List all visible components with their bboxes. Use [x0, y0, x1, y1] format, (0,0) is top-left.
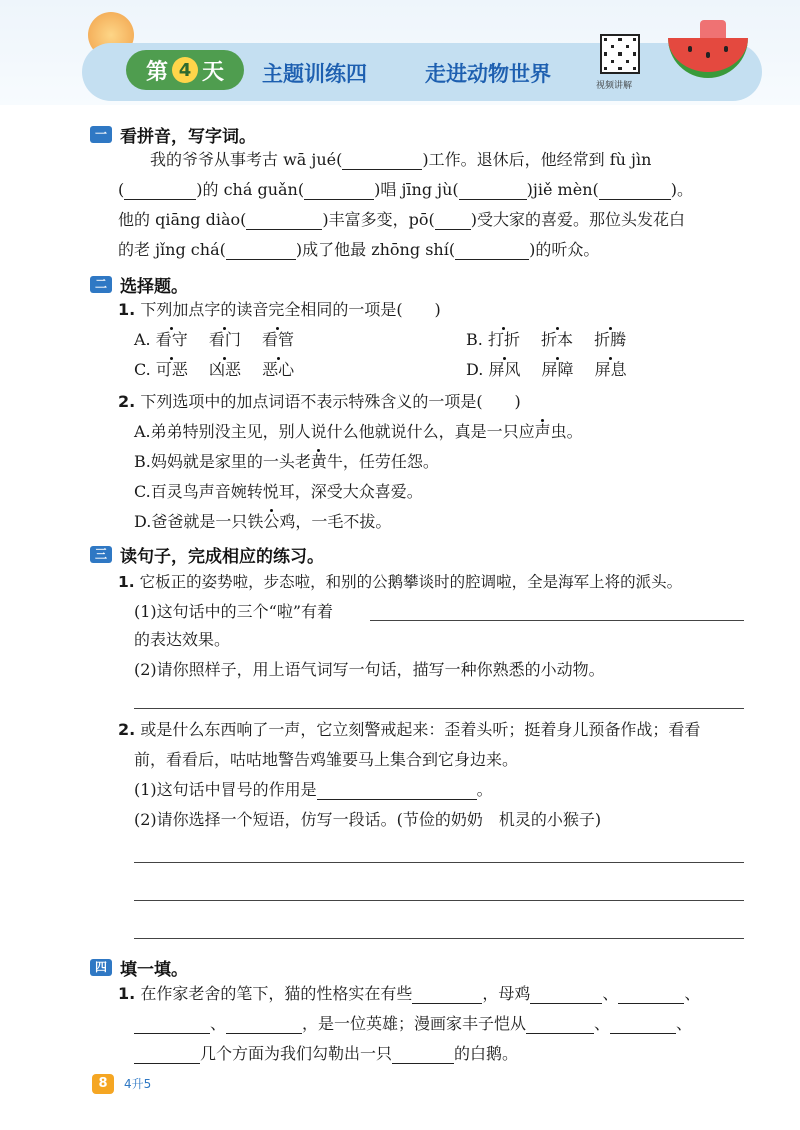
day-badge [126, 50, 244, 90]
page-number: 8 [92, 1074, 114, 1094]
section-3-heading [90, 542, 324, 567]
answer-blank[interactable] [226, 1016, 302, 1034]
s1-line-3: 他的 qiāng diào( )丰富多变，pō( )受大家的喜爱。那位头发花白 [118, 210, 686, 229]
answer-line[interactable] [134, 900, 744, 901]
section-4-heading [90, 955, 188, 980]
header-banner [0, 0, 800, 105]
answer-blank[interactable] [124, 182, 196, 200]
answer-blank[interactable] [317, 782, 477, 800]
answer-blank[interactable] [455, 242, 529, 260]
answer-blank[interactable] [610, 1016, 676, 1034]
s4-q1-line-2: 、 ，是一位英雄；漫画家丰子恺从 、 、 [134, 1014, 692, 1034]
answer-blank[interactable] [526, 1016, 594, 1034]
s2-q2-option-c[interactable]: C.百灵鸟声音婉转悦耳，深受大众喜爱。 [134, 482, 423, 501]
answer-blank[interactable] [226, 242, 296, 260]
answer-line[interactable] [134, 708, 744, 709]
s2-q1-option-d[interactable]: D. 屏风 屏障 屏息 [466, 360, 627, 379]
section-3-title: 读句子，完成相应的练习。 [120, 547, 324, 567]
qr-label: 视频讲解 [596, 81, 633, 91]
section-4-title: 填一填。 [120, 960, 188, 980]
s3-q1-sentence: 1. 它板正的姿势啦，步态啦，和别的公鹅攀谈时的腔调啦，全是海军上将的派头。 [118, 573, 683, 591]
s2-q2-option-d[interactable]: D.爸爸就是一只铁公鸡，一毛不拔。 [134, 512, 392, 531]
section-2-heading [90, 272, 188, 297]
page-code: 4升5 [124, 1077, 152, 1091]
s1-line-2: ( )的 chá guǎn( )唱 jīng jù( )jiě mèn( )。 [118, 180, 693, 199]
answer-blank[interactable] [342, 152, 422, 170]
s4-q1-line-3: 几个方面为我们勾勒出一只 的白鹅。 [134, 1044, 518, 1064]
answer-line[interactable] [370, 620, 744, 621]
section-3-icon: 三 [90, 546, 112, 563]
page-title: 主题训练四 [262, 62, 367, 86]
day-number: 4 [172, 57, 198, 83]
s3-q1-sub1-end: 的表达效果。 [134, 630, 231, 649]
answer-line[interactable] [134, 938, 744, 939]
section-1-heading [90, 122, 256, 147]
answer-blank[interactable] [530, 986, 602, 1004]
section-2-icon: 二 [90, 276, 112, 293]
s2-q2-stem: 2. 下列选项中的加点词语不表示特殊含义的一项是( ) [118, 392, 521, 411]
section-4-icon: 四 [90, 959, 112, 976]
s2-q1-option-b[interactable]: B. 打折 折本 折腾 [466, 330, 627, 349]
s2-q1-option-a[interactable]: A. 看守 看门 看管 [134, 330, 294, 349]
day-prefix: 第 [145, 59, 168, 85]
qr-code-icon[interactable] [600, 34, 640, 74]
answer-blank[interactable] [246, 212, 322, 230]
answer-blank[interactable] [392, 1046, 454, 1064]
s3-q2-sentence-2: 前，看看后，咕咕地警告鸡雏要马上集合到它身边来。 [134, 750, 519, 769]
s2-q2-option-b[interactable]: B.妈妈就是家里的一头老黄牛，任劳任怨。 [134, 452, 439, 471]
answer-blank[interactable] [599, 182, 671, 200]
s2-q2-option-a[interactable]: A.弟弟特别没主见，别人说什么他就说什么，真是一只应声虫。 [134, 422, 583, 441]
section-1-icon: 一 [90, 126, 112, 143]
answer-blank[interactable] [134, 1016, 210, 1034]
answer-blank[interactable] [435, 212, 471, 230]
section-1-title: 看拼音，写字词。 [120, 127, 256, 147]
s2-q1-stem: 1. 下列加点字的读音完全相同的一项是( ) [118, 300, 441, 319]
s3-q2-sub2: (2)请你选择一个短语，仿写一段话。(节俭的奶奶 机灵的小猴子) [134, 810, 602, 829]
page-subtitle: 走进动物世界 [425, 62, 551, 86]
s3-q1-sub2: (2)请你照样子，用上语气词写一句话，描写一种你熟悉的小动物。 [134, 660, 605, 679]
s1-line-4: 的老 jǐng chá( )成了他最 zhōng shí( )的听众。 [118, 240, 600, 259]
day-suffix: 天 [202, 59, 225, 85]
s3-q2-sentence-1: 2. 或是什么东西响了一声，它立刻警戒起来：歪着头听；挺着身儿预备作战；看看 [118, 720, 701, 739]
s3-q1-sub1: (1)这句话中的三个“啦”有着 [134, 602, 334, 621]
s1-line-1: 我的爷爷从事考古 wā jué( )工作。退休后，他经常到 fù jìn [150, 150, 652, 169]
answer-blank[interactable] [134, 1046, 200, 1064]
s4-q1-line-1: 1. 在作家老舍的笔下，猫的性格实在有些 ，母鸡 、 、 [118, 984, 701, 1003]
answer-line[interactable] [134, 862, 744, 863]
section-2-title: 选择题。 [120, 277, 188, 297]
answer-blank[interactable] [304, 182, 374, 200]
answer-blank[interactable] [459, 182, 527, 200]
answer-blank[interactable] [412, 986, 482, 1004]
answer-blank[interactable] [618, 986, 684, 1004]
s3-q2-sub1: (1)这句话中冒号的作用是 。 [134, 780, 493, 799]
s2-q1-option-c[interactable]: C. 可恶 凶恶 恶心 [134, 360, 295, 379]
